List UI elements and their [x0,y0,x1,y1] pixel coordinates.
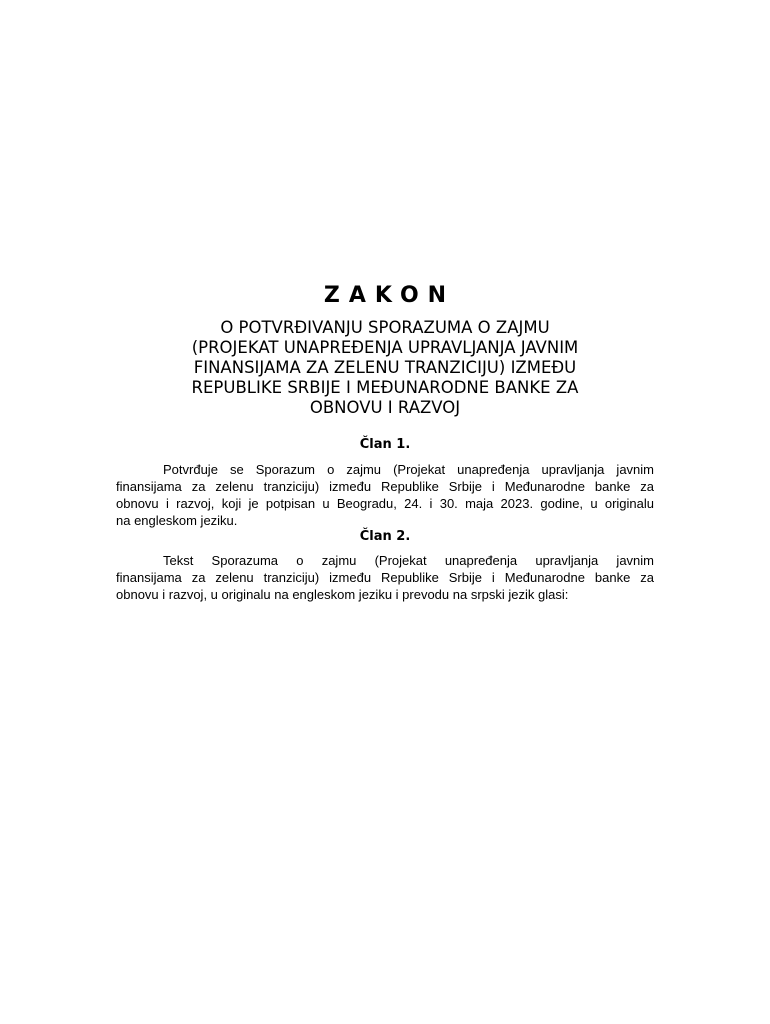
article-2-line: obnovu i razvoj, u originalu na engleskom jeziku i prevodu na srpski jezik glasi: [116,587,569,602]
article-1-line: obnovu i razvoj, koji je potpisan u Beogradu, 24. i 30. maja 2023. godine, u originalu [116,496,654,511]
article-2-line: Tekst Sporazuma o zajmu (Projekat unapređenja upravljanja javnim [163,553,654,568]
article-2-text [116,552,654,603]
article-1-heading: Član 1. [359,437,411,452]
subtitle-line: O POTVRĐIVANJU SPORAZUMA O ZAJMU [220,318,550,337]
subtitle-line: FINANSIJAMA ZA ZELENU TRANZICIJU) IZMEĐU [193,358,577,377]
article-1-line: finansijama za zelenu tranziciju) između Republike Srbije i Međunarodne banke za [116,479,654,494]
law-title: ZAKON [323,283,456,308]
subtitle-line: (PROJEKAT UNAPREĐENJA UPRAVLJANJA JAVNIM [191,338,579,357]
article-2-heading: Član 2. [359,529,411,544]
subtitle-line: REPUBLIKE SRBIJE I MEĐUNARODNE BANKE ZA [191,378,579,397]
article-1-text [116,461,654,529]
article-1-line: Potvrđuje se Sporazum o zajmu (Projekat unapređenja upravljanja javnim [163,462,654,477]
article-1-line: na engleskom jeziku. [116,513,238,528]
article-2-line: finansijama za zelenu tranziciju) između Republike Srbije i Međunarodne banke za [116,570,654,585]
subtitle-line: OBNOVU I RAZVOJ [309,398,461,417]
law-subtitle [165,318,605,418]
